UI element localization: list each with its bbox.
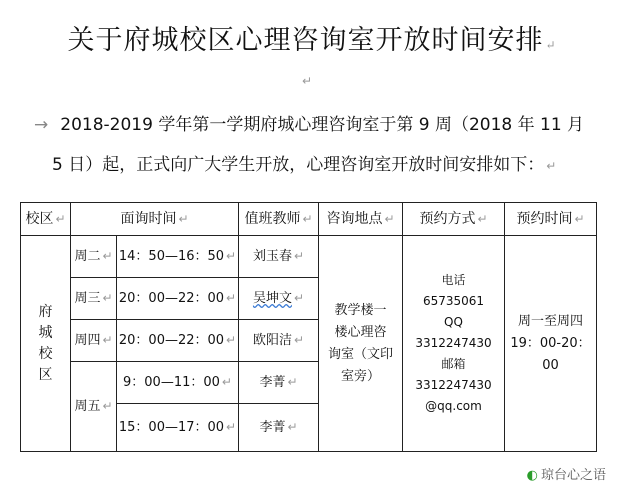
header-campus: 校区 ↵ [21,203,71,236]
time-cell: 14：50—16：50 ↵ [117,236,239,278]
location-cell: 教学楼一 楼心理咨 询室（文印 室旁） [319,236,403,452]
header-location: 咨询地点 ↵ [319,203,403,236]
header-booking-time: 预约时间 ↵ [505,203,597,236]
header-teacher: 值班教师 ↵ [239,203,319,236]
watermark-text: 琼台心之语 [540,468,606,483]
table-header-row [21,203,597,236]
title-text: 关于府城校区心理咨询室开放时间安排 [67,25,544,56]
teacher-cell: 刘玉春 ↵ [239,236,319,278]
document-title [0,18,624,57]
teacher-cell: 欧阳洁 ↵ [239,320,319,362]
schedule-table [20,202,597,452]
wechat-icon: ◐ [526,468,538,483]
table-row [21,236,597,278]
day-cell: 周三 ↵ [71,278,117,320]
paragraph-mark-icon: ↵ [302,74,313,88]
header-booking-method: 预约方式 ↵ [403,203,505,236]
tab-arrow-icon: → [34,115,49,135]
day-cell: 周五 ↵ [71,362,117,452]
booking-time-cell: 周一至周四 19：00-20：00 [505,236,597,452]
paragraph-mark-icon: ↵ [546,159,557,173]
paragraph-mark-icon: ↵ [545,38,557,52]
intro-paragraph-line2 [52,150,556,175]
wechat-watermark [523,463,610,484]
blank-paragraph [300,70,312,89]
campus-cell: 府 城 校 区 [21,236,71,452]
intro-line2-text: 5 日）起，正式向广大学生开放，心理咨询室开放时间安排如下： [52,155,545,175]
teacher-cell: 李菁 ↵ [239,404,319,452]
time-cell: 9：00—11：00 ↵ [117,362,239,404]
day-cell: 周四 ↵ [71,320,117,362]
header-consult-time: 面询时间 ↵ [71,203,239,236]
time-cell: 20：00—22：00 ↵ [117,320,239,362]
day-cell: 周二 ↵ [71,236,117,278]
time-cell: 15：00—17：00 ↵ [117,404,239,452]
booking-method-cell: 电话 65735061 QQ 3312247430 邮箱 3312247430 @qq.com [403,236,505,452]
teacher-cell: 李菁 ↵ [239,362,319,404]
intro-paragraph-line1 [34,110,584,135]
teacher-cell: 吴坤文 ↵ [239,278,319,320]
intro-line1-text: 2018-2019 学年第一学期府城心理咨询室于第 9 周（2018 年 11 月 [60,115,585,135]
time-cell: 20：00—22：00 ↵ [117,278,239,320]
